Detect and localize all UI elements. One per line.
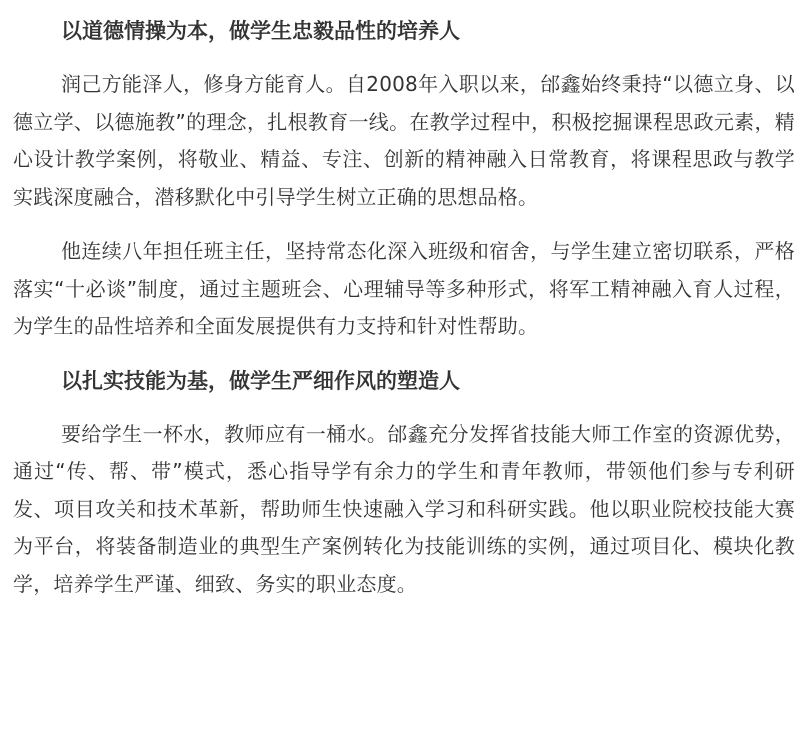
paragraph-class-teacher: 他连续八年担任班主任，坚持常态化深入班级和宿舍，与学生建立密切联系，严格落实“十必谈”制度，通过主题班会、心理辅导等多种形式，将军工精神融入育人过程，为学生的品性培养和全面发展提供有力支持和针对性帮助。	[13, 239, 795, 338]
section-heading-moral: 以道德情操为本，做学生忠毅品性的培养人	[61, 19, 460, 43]
spacer	[13, 216, 795, 233]
section-heading-skills: 以扎实技能为基，做学生严细作风的塑造人	[61, 368, 460, 393]
spacer	[13, 346, 795, 362]
spacer	[13, 50, 795, 66]
paragraph-moral-intro: 润己方能泽人，修身方能育人。自2008年入职以来，邰鑫始终秉持“以德立身、以德立学、以德施教”的理念，扎根教育一线。在教学过程中，积极挖掘课程思政元素，精心设计教学案例，将敬业、精益、专注、创新的精神融入日常教育，将课程思政与教学实践深度融合，潜移默化中引导学生树立正确的思想品格。	[13, 72, 795, 209]
spacer	[13, 400, 795, 416]
paragraph-skills: 要给学生一杯水，教师应有一桶水。邰鑫充分发挥省技能大师工作室的资源优势，通过“传、帮、带”模式，悉心指导学有余力的学生和青年教师，带领他们参与专利研发、项目攻关和技术革新，帮助师生快速融入学习和科研实践。他以职业院校技能大赛为平台，将装备制造业的典型生产案例转化为技能训练的实例，通过项目化、模块化教学，培养学生严谨、细致、务实的职业态度。	[13, 421, 795, 596]
article-body	[13, 12, 795, 603]
